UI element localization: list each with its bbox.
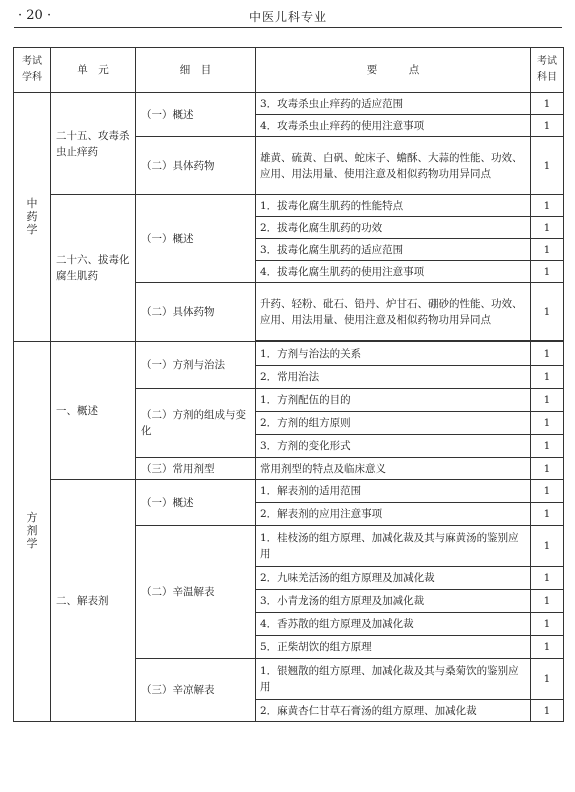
point-cell: 2．解表剂的应用注意事项	[256, 503, 531, 526]
subject-cell	[14, 342, 51, 722]
page-header	[14, 6, 562, 28]
unit-cell: 二十六、拔毒化腐生肌药	[51, 195, 136, 342]
point-cell: 3．攻毒杀虫止痒药的适应范围	[256, 93, 531, 115]
level-cell: 1	[531, 93, 564, 115]
level-cell: 1	[531, 567, 564, 590]
item-cell: （二）辛温解表	[136, 526, 256, 659]
level-cell: 1	[531, 366, 564, 389]
col-header-points: 要 点	[256, 48, 531, 93]
level-cell: 1	[531, 480, 564, 503]
point-cell: 升药、轻粉、砒石、铅丹、炉甘石、硼砂的性能、功效、应用、用法用量、使用注意及相似药物功用异同点	[256, 283, 531, 341]
book-title: 中医儿科专业	[248, 10, 327, 24]
item-cell: （二）具体药物	[136, 137, 256, 195]
page-number: · 20 ·	[18, 8, 52, 23]
col-header-subject: 考试 学科	[14, 48, 51, 93]
point-cell: 3．方剂的变化形式	[256, 435, 531, 458]
level-cell: 1	[531, 389, 564, 412]
unit-cell: 一、概述	[51, 342, 136, 480]
point-cell: 常用剂型的特点及临床意义	[256, 458, 531, 480]
level-cell: 1	[531, 435, 564, 458]
item-cell: （三）辛凉解表	[136, 659, 256, 722]
item-cell: （三）常用剂型	[136, 458, 256, 480]
point-cell: 2．拔毒化腐生肌药的功效	[256, 217, 531, 239]
point-cell: 3．小青龙汤的组方原理及加减化裁	[256, 590, 531, 613]
item-cell: （二）具体药物	[136, 283, 256, 342]
table-row	[14, 480, 564, 503]
level-cell: 1	[531, 283, 564, 341]
level-cell: 1	[531, 526, 564, 567]
item-cell: （二）方剂的组成与变化	[136, 389, 256, 458]
subject-cell	[14, 93, 51, 342]
point-cell: 1．方剂配伍的目的	[256, 389, 531, 412]
point-cell: 2．麻黄杏仁甘草石膏汤的组方原理、加减化裁	[256, 700, 531, 722]
point-cell: 2．常用治法	[256, 366, 531, 389]
point-cell: 4．攻毒杀虫止痒药的使用注意事项	[256, 115, 531, 137]
point-cell: 1．解表剂的适用范围	[256, 480, 531, 503]
point-cell: 4．香苏散的组方原理及加减化裁	[256, 613, 531, 636]
point-cell: 4．拔毒化腐生肌药的使用注意事项	[256, 261, 531, 283]
point-cell: 1．拔毒化腐生肌药的性能特点	[256, 195, 531, 217]
level-cell: 1	[531, 195, 564, 217]
header-rule	[14, 27, 562, 28]
col-header-level: 考试 科目	[531, 48, 564, 93]
level-cell: 1	[531, 590, 564, 613]
level-cell: 1	[531, 503, 564, 526]
item-cell: （一）概述	[136, 195, 256, 283]
subject-label: 中药学	[26, 196, 38, 236]
point-cell: 1．桂枝汤的组方原理、加减化裁及其与麻黄汤的鉴别应用	[256, 526, 531, 567]
level-cell: 1	[531, 261, 564, 283]
level-cell: 1	[531, 636, 564, 659]
level-cell: 1	[531, 412, 564, 435]
point-cell: 3．拔毒化腐生肌药的适应范围	[256, 239, 531, 261]
point-cell: 2．方剂的组方原则	[256, 412, 531, 435]
point-cell: 雄黄、硫黄、白矾、蛇床子、蟾酥、大蒜的性能、功效、应用、用法用量、使用注意及相似药物功用异同点	[256, 137, 531, 195]
level-cell: 1	[531, 115, 564, 137]
point-cell: 1．银翘散的组方原理、加减化裁及其与桑菊饮的鉴别应用	[256, 659, 531, 700]
table-row	[14, 342, 564, 366]
point-cell: 5．正柴胡饮的组方原理	[256, 636, 531, 659]
level-cell: 1	[531, 700, 564, 722]
level-cell: 1	[531, 613, 564, 636]
level-cell: 1	[531, 239, 564, 261]
level-cell: 1	[531, 217, 564, 239]
subject-label: 方剂学	[26, 511, 38, 550]
col-header-item: 细 目	[136, 48, 256, 93]
level-cell: 1	[531, 458, 564, 480]
syllabus-table	[13, 47, 564, 722]
level-cell: 1	[531, 659, 564, 700]
item-cell: （一）概述	[136, 480, 256, 526]
table-row	[14, 93, 564, 115]
point-cell: 1．方剂与治法的关系	[256, 342, 531, 366]
level-cell: 1	[531, 342, 564, 366]
unit-cell: 二十五、攻毒杀虫止痒药	[51, 93, 136, 195]
unit-cell: 二、解表剂	[51, 480, 136, 722]
col-header-unit: 单 元	[51, 48, 136, 93]
header-row	[14, 48, 564, 93]
table-row	[14, 195, 564, 217]
item-cell: （一）概述	[136, 93, 256, 137]
item-cell: （一）方剂与治法	[136, 342, 256, 389]
level-cell: 1	[531, 137, 564, 195]
point-cell: 2．九味羌活汤的组方原理及加减化裁	[256, 567, 531, 590]
